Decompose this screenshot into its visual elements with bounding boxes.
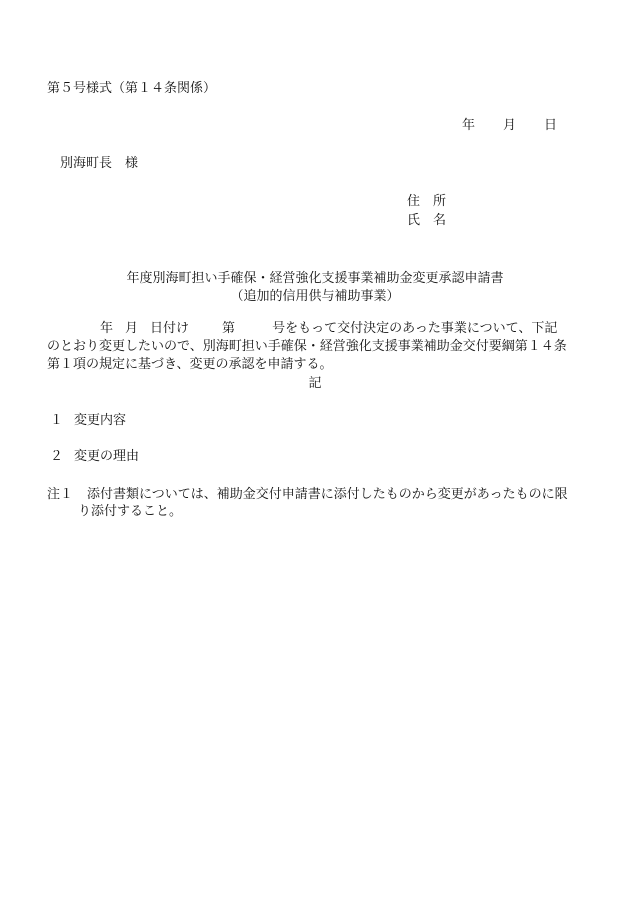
document-subtitle: （追加的信用供与補助事業）	[230, 289, 400, 304]
note-line-1	[47, 486, 568, 504]
document-title: 年度別海町担い手確保・経営強化支援事業補助金変更承認申請書	[126, 271, 504, 286]
addressee: 別海町長 様	[60, 156, 139, 171]
body-line-3: 第１項の規定に基づき、変更の承認を申請する。	[47, 357, 333, 372]
item-number: １	[50, 413, 64, 428]
body-no-prefix: 第	[222, 321, 236, 336]
body-line-2: のとおり変更したいので、別海町担い手確保・経営強化支援事業補助金交付要綱第１４条	[47, 339, 567, 354]
body-month: 月	[125, 321, 139, 336]
body-year: 年	[100, 321, 114, 336]
note-line-2: り添付すること。	[78, 504, 183, 519]
ki-heading: 記	[308, 376, 322, 391]
body-line-1	[47, 320, 587, 338]
address-label: 住 所	[407, 194, 447, 209]
note-prefix: 注１	[47, 487, 74, 502]
list-item	[50, 448, 139, 466]
body-paragraph	[47, 320, 587, 374]
item-label: 変更の理由	[74, 449, 140, 464]
date-day: 日	[544, 118, 558, 133]
body-date-suffix: 日付け	[150, 321, 190, 336]
body-line-1-text: 号をもって交付決定のあった事業について、下記	[272, 321, 558, 336]
item-label: 変更内容	[74, 413, 127, 428]
list-item	[50, 412, 126, 430]
date-line	[462, 117, 557, 135]
date-month: 月	[503, 118, 517, 133]
form-number: 第５号様式（第１４条関係）	[47, 81, 217, 96]
note-text-1: 添付書類については、補助金交付申請書に添付したものから変更があったものに限	[87, 487, 568, 502]
item-number: ２	[50, 449, 64, 464]
name-label: 氏 名	[407, 213, 447, 228]
date-year: 年	[462, 118, 476, 133]
